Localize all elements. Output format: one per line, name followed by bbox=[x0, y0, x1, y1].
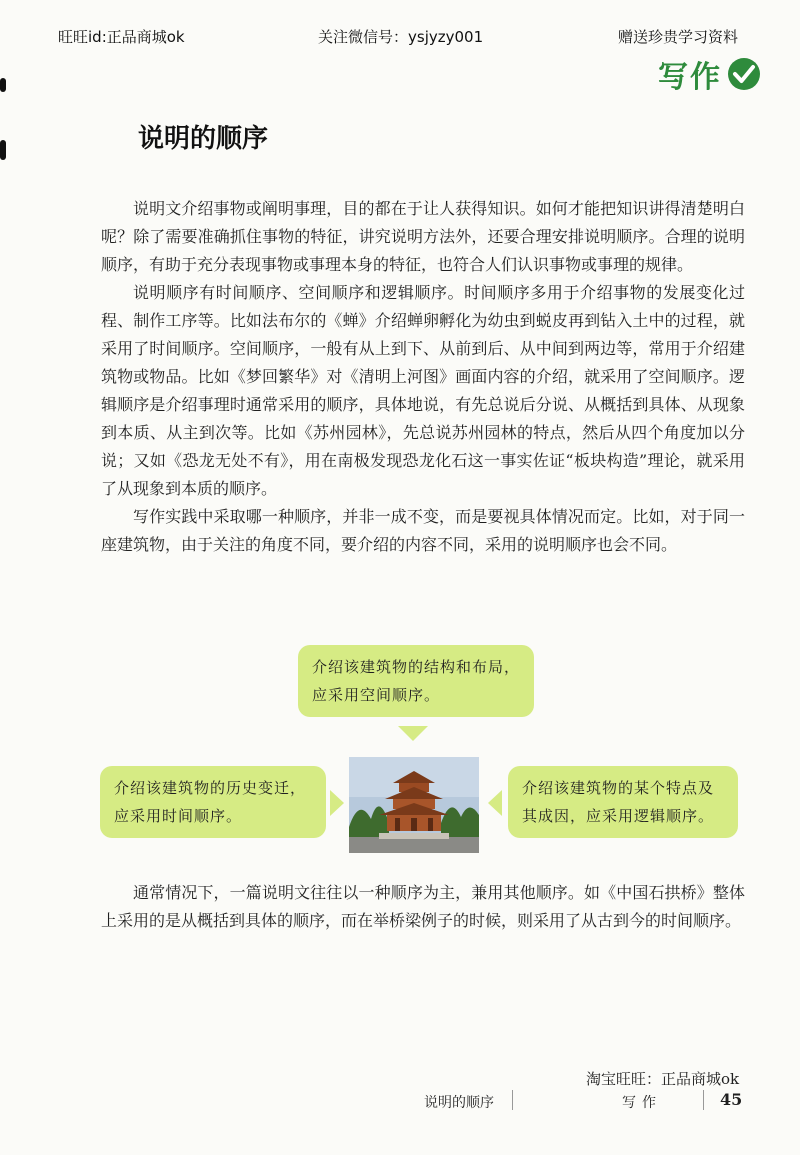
callout-spatial-order: 介绍该建筑物的结构和布局，应采用空间顺序。 bbox=[298, 645, 534, 717]
footer-section: 写作 bbox=[622, 1095, 662, 1111]
closing-text bbox=[101, 879, 745, 935]
section-header bbox=[658, 52, 762, 96]
pavilion-photo bbox=[349, 757, 479, 853]
footer-divider bbox=[512, 1090, 513, 1110]
paragraph: 写作实践中采取哪一种顺序，并非一成不变，而是要视具体情况而定。比如，对于同一座建筑物，由于关注的角度不同，要介绍的内容不同，采用的说明顺序也会不同。 bbox=[101, 507, 745, 554]
watermark-top-left: 旺旺id:正品商城ok bbox=[58, 28, 185, 46]
watermark-bottom: 淘宝旺旺：正品商城ok bbox=[586, 1070, 740, 1088]
page-title: 说明的顺序 bbox=[138, 124, 269, 154]
page-number: 45 bbox=[720, 1090, 743, 1109]
binding-mark bbox=[0, 78, 6, 92]
paragraph: 说明顺序有时间顺序、空间顺序和逻辑顺序。时间顺序多用于介绍事物的发展变化过程、制作工序等。比如法布尔的《蝉》介绍蝉卵孵化为幼虫到蜕皮再到钻入土中的过程，就采用了时间顺序。空间顺序，一般有从上到下、从前到后、从中间到两边等，常用于介绍建筑物或物品。比如《梦回繁华》对《清明上河图》画面内容的介绍，就采用了空间顺序。逻辑顺序是介绍事理时通常采用的顺序，具体地说，有先总说后分说、从概括到具体、从现象到本质、从主到次等。比如《苏州园林》，先总说苏州园林的特点，然后从四个角度加以分说；又如《恐龙无处不有》，用在南极发现恐龙化石这一事实佐证“板块构造”理论，就采用了从现象到本质的顺序。 bbox=[101, 283, 745, 498]
callout-time-order: 介绍该建筑物的历史变迁，应采用时间顺序。 bbox=[100, 766, 326, 838]
main-text bbox=[101, 195, 745, 559]
section-label: 写作 bbox=[658, 60, 722, 95]
footer-chapter: 说明的顺序 bbox=[424, 1095, 494, 1111]
watermark-top-center: 关注微信号：ysjyzy001 bbox=[318, 28, 484, 46]
paragraph: 通常情况下，一篇说明文往往以一种顺序为主，兼用其他顺序。如《中国石拱桥》整体上采用的是从概括到具体的顺序，而在举桥梁例子的时候，则采用了从古到今的时间顺序。 bbox=[101, 883, 745, 930]
arrow-left-icon bbox=[488, 790, 502, 816]
paragraph: 说明文介绍事物或阐明事理，目的都在于让人获得知识。如何才能把知识讲得清楚明白呢？除了需要准确抓住事物的特征，讲究说明方法外，还要合理安排说明顺序。合理的说明顺序，有助于充分表现事物或事理本身的特征，也符合人们认识事物或事理的规律。 bbox=[101, 199, 745, 274]
binding-mark bbox=[0, 140, 6, 160]
watermark-top-right: 赠送珍贵学习资料 bbox=[618, 28, 739, 46]
arrow-down-icon bbox=[398, 726, 428, 741]
arrow-right-icon bbox=[330, 790, 344, 816]
pen-check-icon bbox=[726, 56, 762, 92]
footer-divider bbox=[703, 1090, 704, 1110]
callout-logic-order: 介绍该建筑物的某个特点及其成因，应采用逻辑顺序。 bbox=[508, 766, 738, 838]
